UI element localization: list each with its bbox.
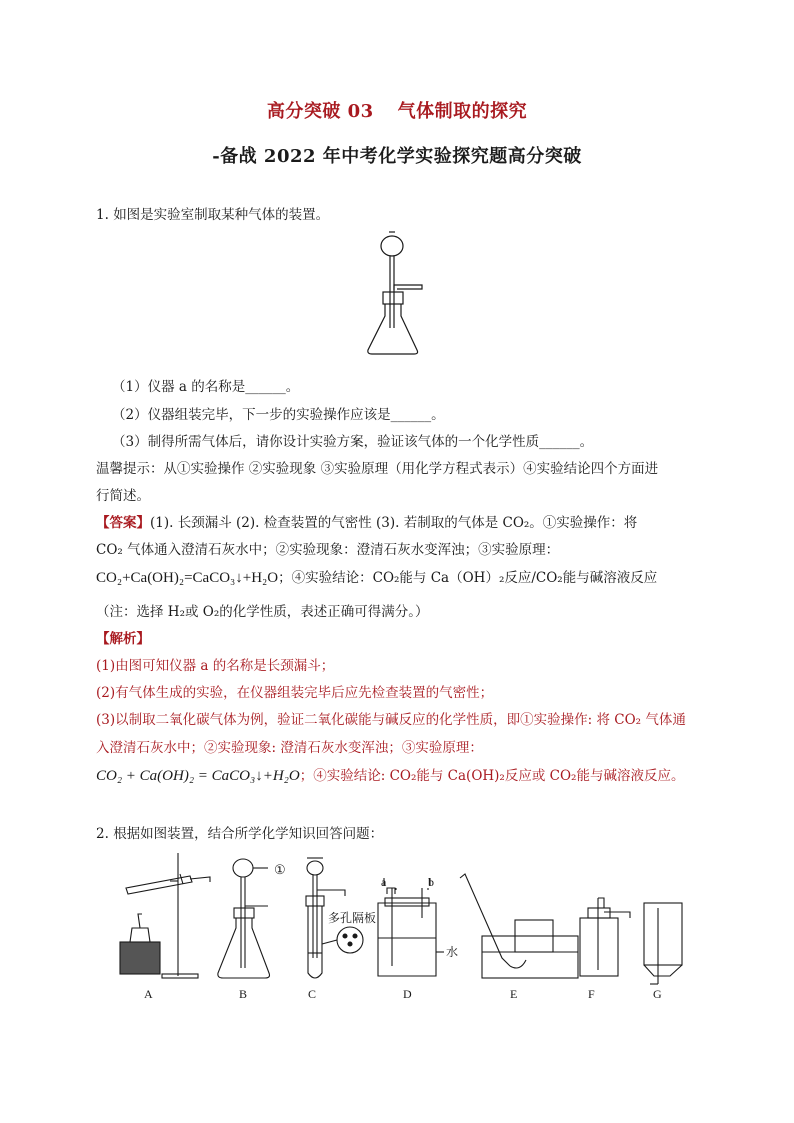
apparatus-e [460, 874, 578, 978]
q1-hint-line2: 行简述。 [96, 488, 150, 504]
q1-apparatus-figure [352, 228, 448, 360]
q1-sub2: （2）仪器组装完毕，下一步的实验操作应该是______。 [112, 407, 445, 423]
answer-tag: 【答案】 [96, 515, 150, 531]
q1-analysis-line5: CO₂ + Ca(OH)₂ = CaCO₃↓+H₂O；④实验结论: CO₂能与 Ca(OH)₂反应或 CO₂能与碱溶液反应。 [96, 768, 685, 784]
page-subtitle: -备战 2022 年中考化学实验探究题高分突破 [212, 146, 582, 167]
label-d: D [403, 987, 412, 1001]
label-c: C [308, 987, 317, 1001]
q2-apparatus-figure [110, 848, 690, 1008]
label-e: E [510, 987, 518, 1001]
apparatus-d [378, 878, 444, 976]
apparatus-f [580, 898, 630, 976]
page-title: 高分突破 03 气体制取的探究 [266, 101, 528, 122]
label-g: G [653, 987, 662, 1001]
q1-stem: 1. 如图是实验室制取某种气体的装置。 [96, 207, 330, 223]
q1-answer-note: （注：选择 H₂或 O₂的化学性质，表述正确可得满分。） [96, 604, 429, 620]
label-a: A [144, 987, 153, 1001]
q1-analysis-line1: (1)由图可知仪器 a 的名称是长颈漏斗； [96, 658, 335, 674]
q1-analysis-line4: 入澄清石灰水中；②实验现象: 澄清石灰水变浑浊；③实验原理： [96, 740, 483, 756]
water-label: 水 [446, 945, 459, 959]
analysis-equation: CO₂ + Ca(OH)₂ = CaCO₃↓+H₂O [96, 768, 300, 784]
q2-stem: 2. 根据如图装置，结合所学化学知识回答问题： [96, 826, 384, 842]
q1-sub3: （3）制得所需气体后，请你设计实验方案，验证该气体的一个化学性质______。 [112, 434, 594, 450]
d-port-b: b [428, 875, 434, 889]
q1-analysis-line3: (3)以制取二氧化碳气体为例，验证二氧化碳能与碱反应的化学性质，即①实验操作: 将 CO₂ 气体通 [96, 712, 686, 728]
q1-hint-line1: 温馨提示：从①实验操作 ②实验现象 ③实验原理（用化学方程式表示）④实验结论四个方面进 [96, 461, 659, 477]
q1-answer-line1: 【答案】(1). 长颈漏斗 (2). 检查装置的气密性 (3). 若制取的气体是 CO₂。①实验操作：将 [96, 515, 638, 531]
marker-1: ① [274, 862, 286, 877]
q1-answer-line2: CO₂ 气体通入澄清石灰水中；②实验现象：澄清石灰水变浑浊；③实验原理： [96, 542, 560, 558]
q1-sub1: （1）仪器 a 的名称是______。 [112, 379, 300, 395]
label-b: B [239, 987, 248, 1001]
funnel-bulb [381, 236, 403, 256]
analysis-tag: 【解析】 [96, 631, 150, 647]
apparatus-a [120, 853, 210, 978]
porous-plate-label: 多孔隔板 [328, 911, 377, 925]
apparatus-g [644, 903, 682, 984]
answer-equation: CO₂+Ca(OH)₂=CaCO₃↓+H₂O [96, 570, 279, 586]
apparatus-b [218, 859, 270, 978]
q1-analysis-line2: (2)有气体生成的实验，在仪器组装完毕后应先检查装置的气密性； [96, 685, 494, 701]
label-f: F [588, 987, 595, 1001]
d-port-a: a [381, 875, 387, 889]
q1-answer-line3: CO₂+Ca(OH)₂=CaCO₃↓+H₂O；④实验结论：CO₂能与 Ca（OH）₂反应/CO₂能与碱溶液反应 [96, 570, 658, 586]
